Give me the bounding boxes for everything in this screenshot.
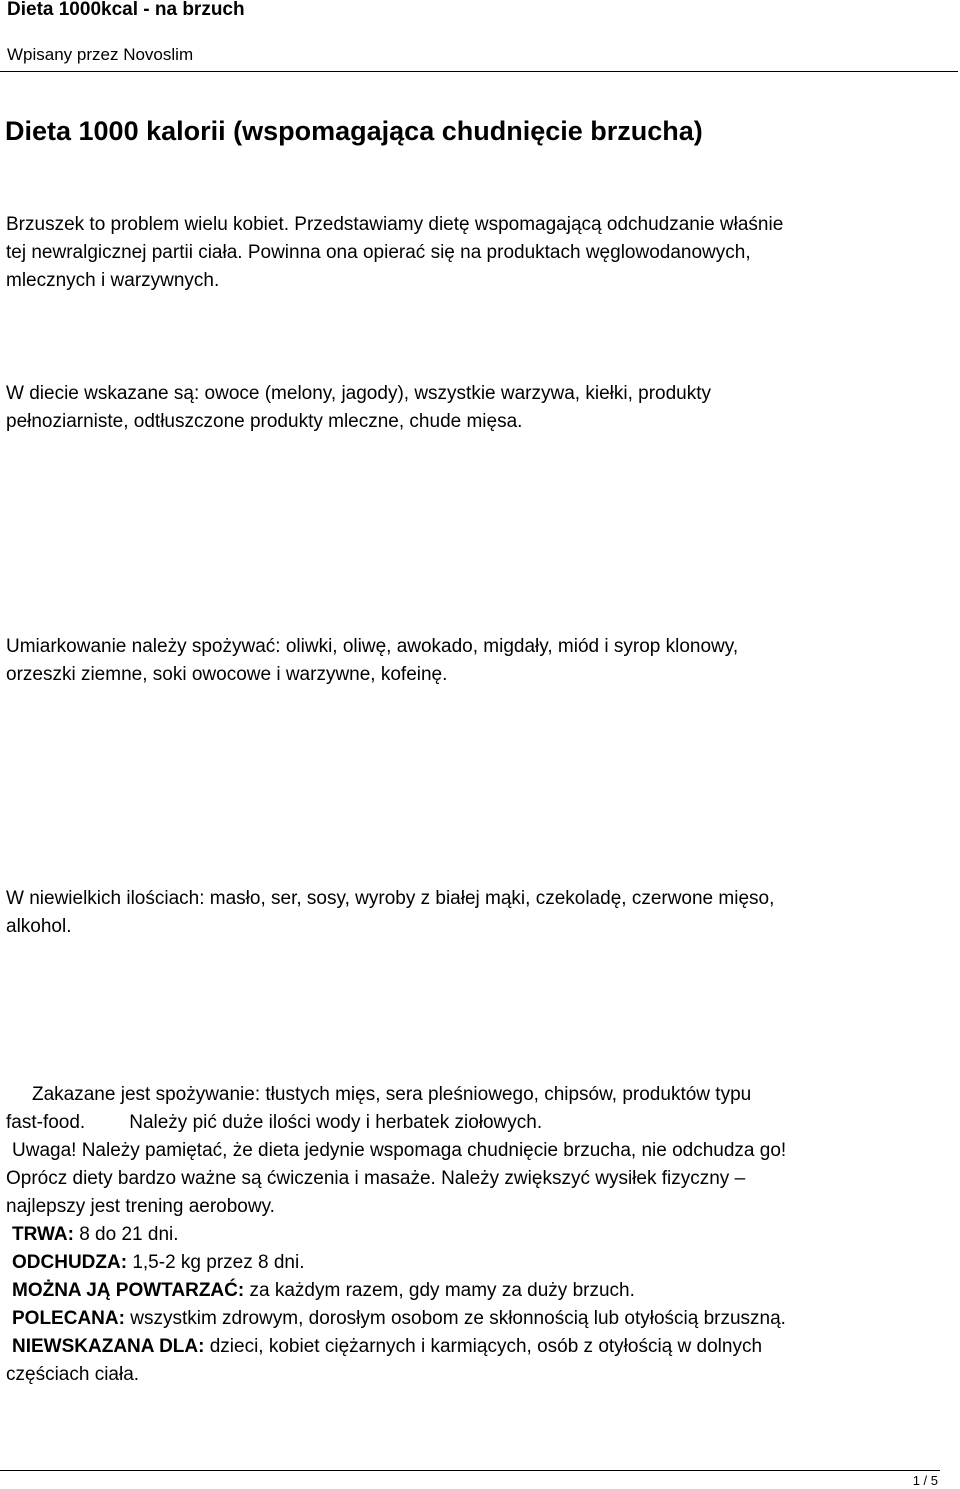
- article-title: Dieta 1000kcal - na brzuch: [7, 0, 245, 20]
- text-line: najlepszy jest trening aerobowy.: [6, 1196, 275, 1217]
- header-divider: [0, 71, 958, 72]
- fact-value: 8 do 21 dni.: [73, 1224, 179, 1245]
- text-line: tej newralgicznej partii ciała. Powinna ona opierać się na produktach węglowodanowych,: [6, 242, 751, 263]
- warning-line: Uwaga! Należy pamiętać, że dieta jedynie wspomaga chudnięcie brzucha, nie odchudza go!: [12, 1140, 787, 1161]
- paragraph-forbidden-and-facts: [6, 1081, 956, 1389]
- page-number: 1 / 5: [912, 1473, 938, 1488]
- text-line: częściach ciała.: [6, 1364, 140, 1385]
- text-line: W diecie wskazane są: owoce (melony, jagody), wszystkie warzywa, kiełki, produkty: [6, 383, 712, 404]
- document-title: Dieta 1000 kalorii (wspomagająca chudnięcie brzucha): [5, 116, 703, 146]
- text-line: Umiarkowanie należy spożywać: oliwki, oliwę, awokado, migdały, miód i syrop klonowy,: [6, 636, 739, 657]
- fact-value: 1,5-2 kg przez 8 dni.: [127, 1252, 305, 1273]
- text-line: Oprócz diety bardzo ważne są ćwiczenia i masaże. Należy zwiększyć wysiłek fizyczny –: [6, 1168, 746, 1189]
- text-fragment: Należy pić duże ilości wody i herbatek ziołowych.: [129, 1112, 543, 1133]
- text-line: pełnoziarniste, odtłuszczone produkty mleczne, chude mięsa.: [6, 411, 523, 432]
- paragraph-moderate: [6, 633, 956, 689]
- paragraph-recommended: [6, 380, 956, 436]
- author-line: Wpisany przez Novoslim: [7, 45, 194, 64]
- fact-label: ODCHUDZA:: [12, 1252, 128, 1273]
- text-line: mlecznych i warzywnych.: [6, 270, 220, 291]
- fact-not-recommended-for: [6, 1333, 956, 1361]
- fact-label: TRWA:: [12, 1224, 74, 1245]
- fact-label: MOŻNA JĄ POWTARZAĆ:: [12, 1280, 245, 1301]
- paragraph-intro: [6, 211, 956, 295]
- text-line: [6, 1109, 956, 1137]
- fact-label: POLECANA:: [12, 1308, 125, 1329]
- fact-value: wszystkim zdrowym, dorosłym osobom ze skłonnością lub otyłością brzuszną.: [124, 1308, 786, 1329]
- paragraph-small-amounts: [6, 885, 956, 941]
- fact-duration: [6, 1221, 956, 1249]
- text-line: Zakazane jest spożywanie: tłustych mięs, sera pleśniowego, chipsów, produktów typu: [32, 1084, 752, 1105]
- fact-value: dzieci, kobiet ciężarnych i karmiących, osób z otyłością w dolnych: [204, 1336, 763, 1357]
- text-line: Brzuszek to problem wielu kobiet. Przedstawiamy dietę wspomagającą odchudzanie właśnie: [6, 214, 784, 235]
- fact-value: za każdym razem, gdy mamy za duży brzuch.: [244, 1280, 635, 1301]
- footer-divider: [0, 1470, 940, 1471]
- fact-repeatable: [6, 1277, 956, 1305]
- text-line: W niewielkich ilościach: masło, ser, sosy, wyroby z białej mąki, czekoladę, czerwone mięso,: [6, 888, 775, 909]
- fact-weight-loss: [6, 1249, 956, 1277]
- fact-label: NIEWSKAZANA DLA:: [12, 1336, 205, 1357]
- fact-recommended-for: [6, 1305, 956, 1333]
- text-fragment: fast-food.: [6, 1112, 86, 1133]
- text-line: alkohol.: [6, 916, 72, 937]
- text-line: orzeszki ziemne, soki owocowe i warzywne, kofeinę.: [6, 664, 448, 685]
